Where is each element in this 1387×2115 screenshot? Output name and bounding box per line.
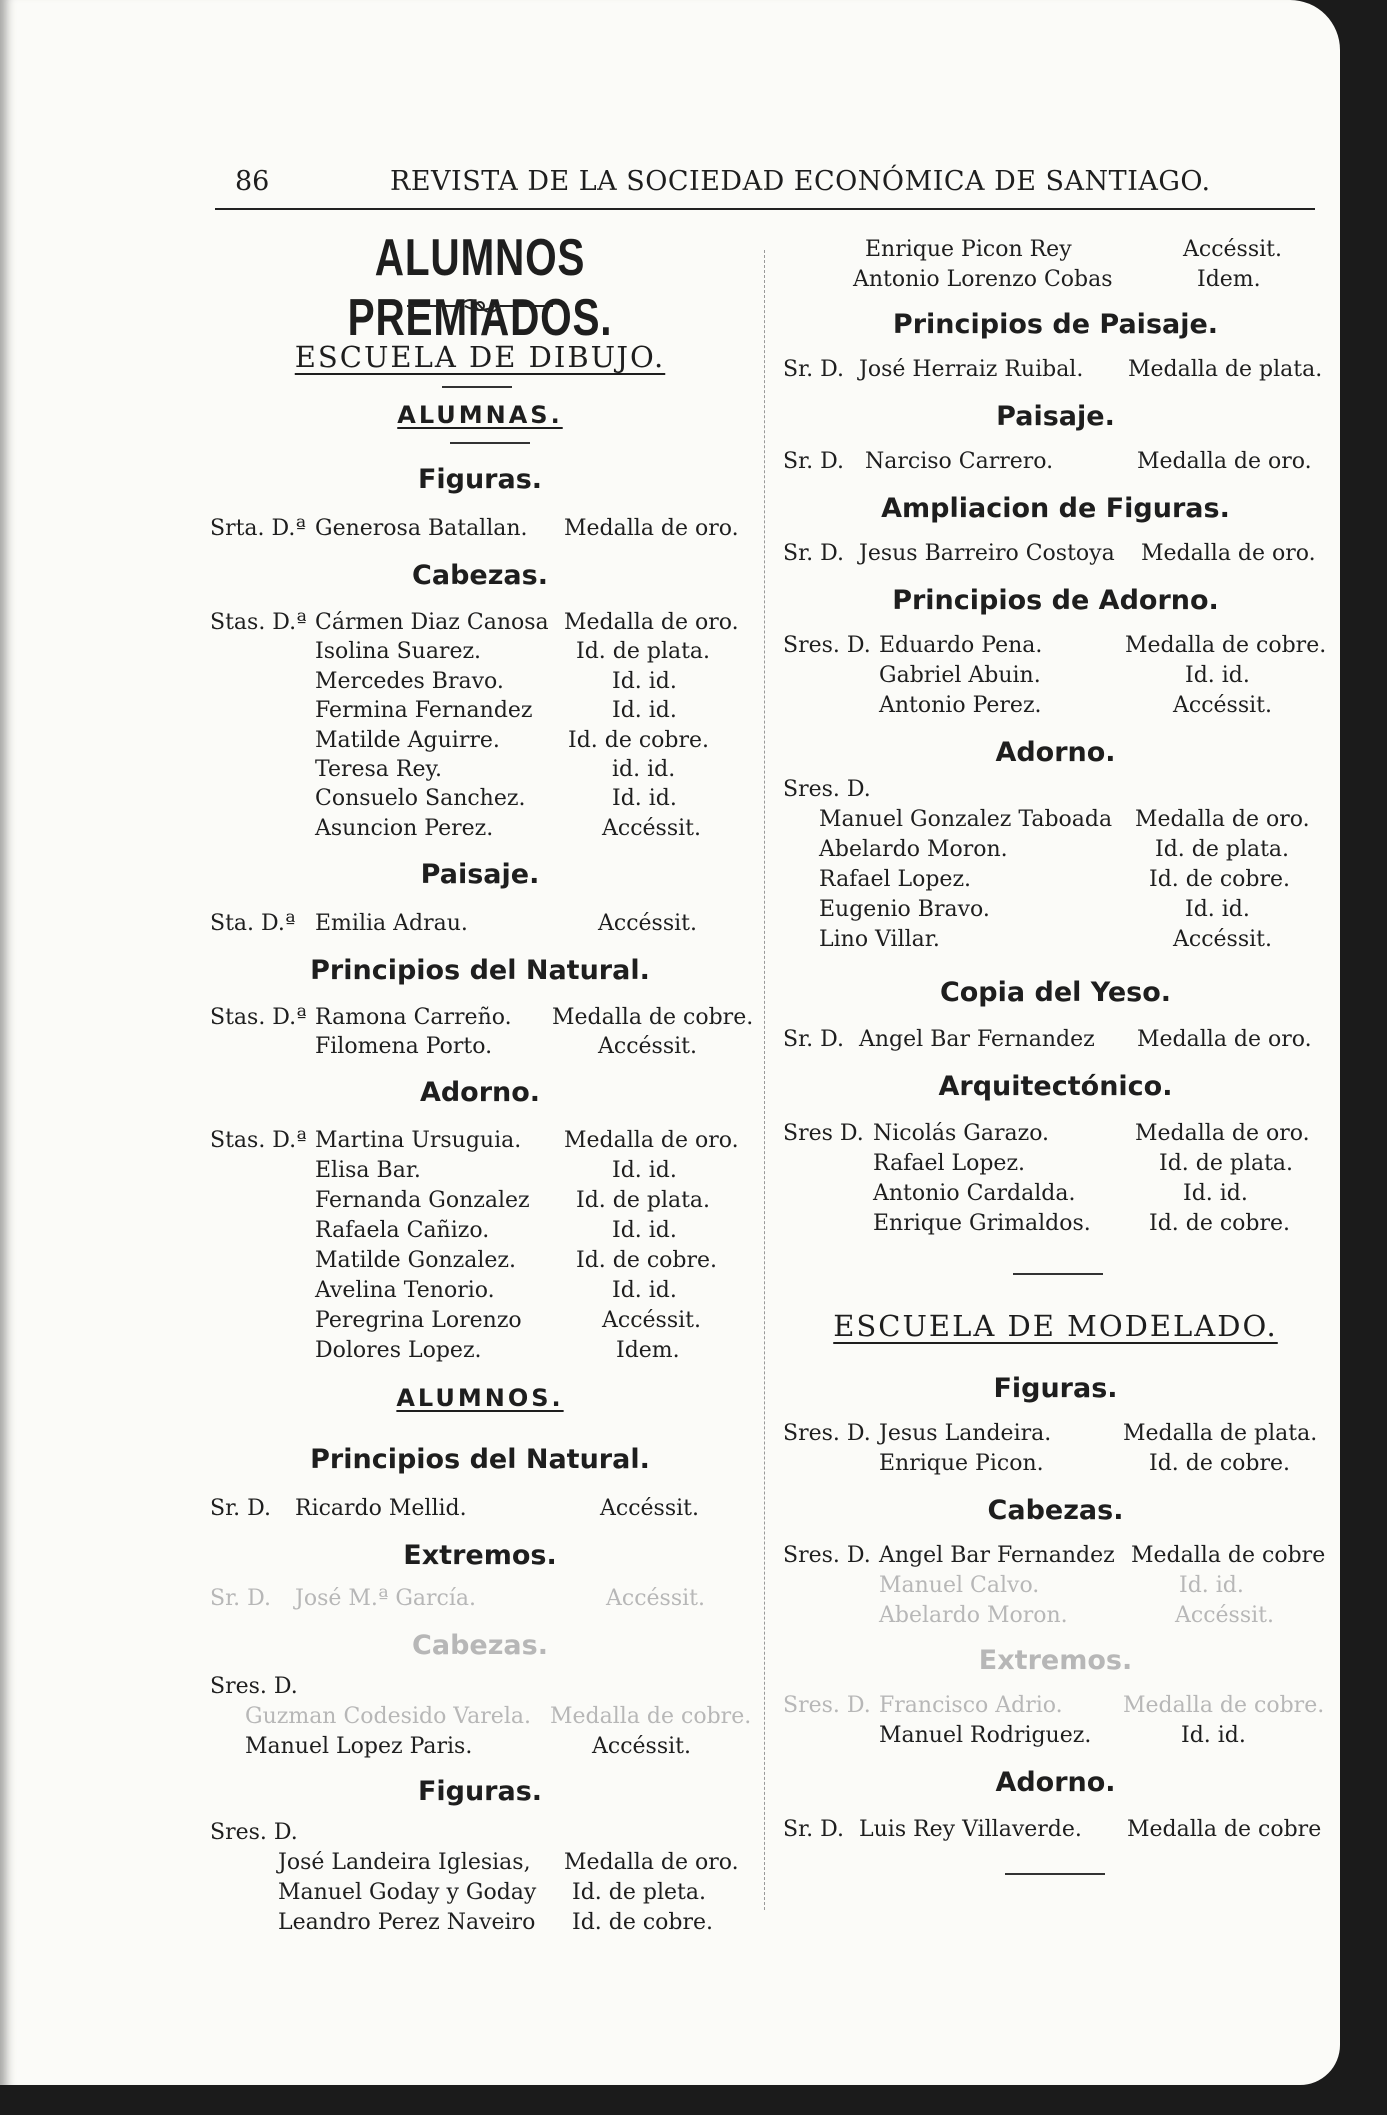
list-item: Rafael Lopez. Id. de cobre. xyxy=(819,867,1291,892)
list-item: Manuel Gonzalez Taboada Medalla de oro. xyxy=(819,807,1310,832)
section-heading: Cabezas. xyxy=(412,560,548,591)
list-item: Rafaela Cañizo. Id. id. xyxy=(315,1218,677,1243)
list-item: Sres. D. xyxy=(210,1820,298,1845)
list-item: José Landeira Iglesias, Medalla de oro. xyxy=(278,1850,739,1875)
list-item: Stas. D.ª Cármen Diaz Canosa Medalla de oro. xyxy=(210,610,739,635)
section-heading: Principios de Paisaje. xyxy=(892,309,1219,340)
list-item: Rafael Lopez. Id. de plata. xyxy=(873,1151,1294,1176)
list-item: Matilde Gonzalez. Id. de cobre. xyxy=(315,1248,718,1273)
journal-title: REVISTA DE LA SOCIEDAD ECONÓMICA DE SANTIAGO. xyxy=(390,166,1211,197)
list-item: Sres. D. Francisco Adrio. Medalla de cobre. xyxy=(783,1693,1325,1718)
list-item: Manuel Lopez Paris. Accéssit. xyxy=(245,1734,691,1759)
list-item: Teresa Rey. id. id. xyxy=(315,757,676,782)
section-heading: Arquitectónico. xyxy=(938,1071,1173,1102)
list-item: Sr. D. Angel Bar Fernandez Medalla de oro. xyxy=(783,1027,1312,1052)
section-heading: Adorno. xyxy=(419,1077,541,1108)
list-item: Abelardo Moron. Id. de plata. xyxy=(819,837,1290,862)
list-item: Sr. D. José Herraiz Ruibal. Medalla de plata. xyxy=(783,357,1323,382)
list-item: Sres. D. xyxy=(783,777,871,802)
list-item: Antonio Cardalda. Id. id. xyxy=(873,1181,1248,1206)
section-heading: Principios del Natural. xyxy=(310,1444,650,1475)
list-item: Sres. D. xyxy=(210,1674,298,1699)
section-rule xyxy=(1005,1873,1105,1875)
list-item: Sres D. Nicolás Garazo. Medalla de oro. xyxy=(783,1121,1310,1146)
list-item: Sr. D. José M.ª García. Accéssit. xyxy=(210,1586,705,1611)
header-rule xyxy=(215,208,1315,210)
section-heading: Figuras. xyxy=(417,1776,543,1807)
title-rule xyxy=(450,442,530,444)
subheading-alumnas: ALUMNAS. xyxy=(397,401,563,429)
list-item: Peregrina Lorenzo Accéssit. xyxy=(315,1308,701,1333)
school-title-dibujo: ESCUELA DE DIBUJO. xyxy=(294,340,666,374)
subheading-alumnos: ALUMNOS. xyxy=(396,1384,564,1412)
section-heading: Copia del Yeso. xyxy=(939,977,1172,1008)
section-heading: Principios del Natural. xyxy=(310,955,650,986)
list-item: Avelina Tenorio. Id. id. xyxy=(315,1278,677,1303)
list-item: Gabriel Abuin. Id. id. xyxy=(879,663,1250,688)
section-heading: Figuras. xyxy=(417,464,543,495)
list-item: Matilde Aguirre. Id. de cobre. xyxy=(315,728,710,753)
section-heading: Paisaje. xyxy=(996,401,1115,432)
list-item: Sta. D.ª Emilia Adrau. Accéssit. xyxy=(210,911,697,936)
section-heading: Extremos. xyxy=(978,1645,1133,1676)
list-item: Sr. D. Luis Rey Villaverde. Medalla de cobre xyxy=(783,1817,1322,1842)
section-heading: Cabezas. xyxy=(412,1630,548,1661)
list-item: Sr. D. Narciso Carrero. Medalla de oro. xyxy=(783,449,1312,474)
list-item: Mercedes Bravo. Id. id. xyxy=(315,669,677,694)
list-item: Stas. D.ª Ramona Carreño. Medalla de cobre. xyxy=(210,1005,754,1030)
list-item: Enrique Picon. Id. de cobre. xyxy=(879,1451,1291,1476)
list-item: Sr. D. Jesus Barreiro Costoya Medalla de oro. xyxy=(783,541,1316,566)
list-item: Manuel Goday y Goday Id. de pleta. xyxy=(278,1880,706,1905)
list-item: Sres. D. Jesus Landeira. Medalla de plata. xyxy=(783,1421,1318,1446)
section-heading: Principios de Adorno. xyxy=(892,585,1219,616)
section-heading: Paisaje. xyxy=(420,859,540,890)
section-heading: Figuras. xyxy=(993,1373,1118,1404)
list-item: Elisa Bar. Id. id. xyxy=(315,1158,677,1183)
section-heading: Cabezas. xyxy=(987,1495,1124,1526)
list-item: Srta. D.ª Generosa Batallan. Medalla de oro. xyxy=(210,516,739,541)
list-item: Asuncion Perez. Accéssit. xyxy=(315,816,701,841)
title-rule xyxy=(442,386,512,388)
column-divider xyxy=(764,250,765,1910)
section-heading: Extremos. xyxy=(403,1540,557,1571)
list-item: Sres. D. Angel Bar Fernandez Medalla de cobre xyxy=(783,1543,1326,1568)
list-item: Sr. D. Ricardo Mellid. Accéssit. xyxy=(210,1496,699,1521)
list-item: Enrique Picon Rey Accéssit. xyxy=(865,237,1282,262)
ornament-icon xyxy=(210,294,750,324)
list-item: Stas. D.ª Martina Ursuguia. Medalla de oro. xyxy=(210,1128,739,1153)
list-item: Manuel Calvo. Id. id. xyxy=(879,1573,1244,1598)
list-item: Leandro Perez Naveiro Id. de cobre. xyxy=(278,1910,714,1935)
list-item: Lino Villar. Accéssit. xyxy=(819,927,1272,952)
list-item: Enrique Grimaldos. Id. de cobre. xyxy=(873,1211,1291,1236)
list-item: Fernanda Gonzalez Id. de plata. xyxy=(315,1188,711,1213)
list-item: Antonio Perez. Accéssit. xyxy=(879,693,1272,718)
section-heading: Ampliacion de Figuras. xyxy=(881,493,1230,524)
list-item: Sres. D. Eduardo Pena. Medalla de cobre. xyxy=(783,633,1327,658)
list-item: Filomena Porto. Accéssit. xyxy=(315,1034,697,1059)
running-header xyxy=(215,160,1315,200)
page-number: 86 xyxy=(235,166,270,197)
list-item: Dolores Lopez. Idem. xyxy=(315,1338,680,1363)
list-item: Antonio Lorenzo Cobas Idem. xyxy=(853,267,1261,292)
school-title-modelado: ESCUELA DE MODELADO. xyxy=(833,1309,1278,1343)
section-heading: Adorno. xyxy=(995,1767,1116,1798)
list-item: Manuel Rodriguez. Id. id. xyxy=(879,1723,1246,1748)
section-rule xyxy=(1013,1273,1103,1275)
list-item: Guzman Codesido Varela. Medalla de cobre. xyxy=(245,1704,752,1729)
list-item: Eugenio Bravo. Id. id. xyxy=(819,897,1250,922)
list-item: Fermina Fernandez Id. id. xyxy=(315,698,677,723)
section-heading: Adorno. xyxy=(995,737,1116,768)
list-item: Abelardo Moron. Accéssit. xyxy=(879,1603,1274,1628)
list-item: Consuelo Sanchez. Id. id. xyxy=(315,786,677,811)
list-item: Isolina Suarez. Id. de plata. xyxy=(315,639,711,664)
main-title: ALUMNOS PREMIADOS. xyxy=(347,229,613,347)
